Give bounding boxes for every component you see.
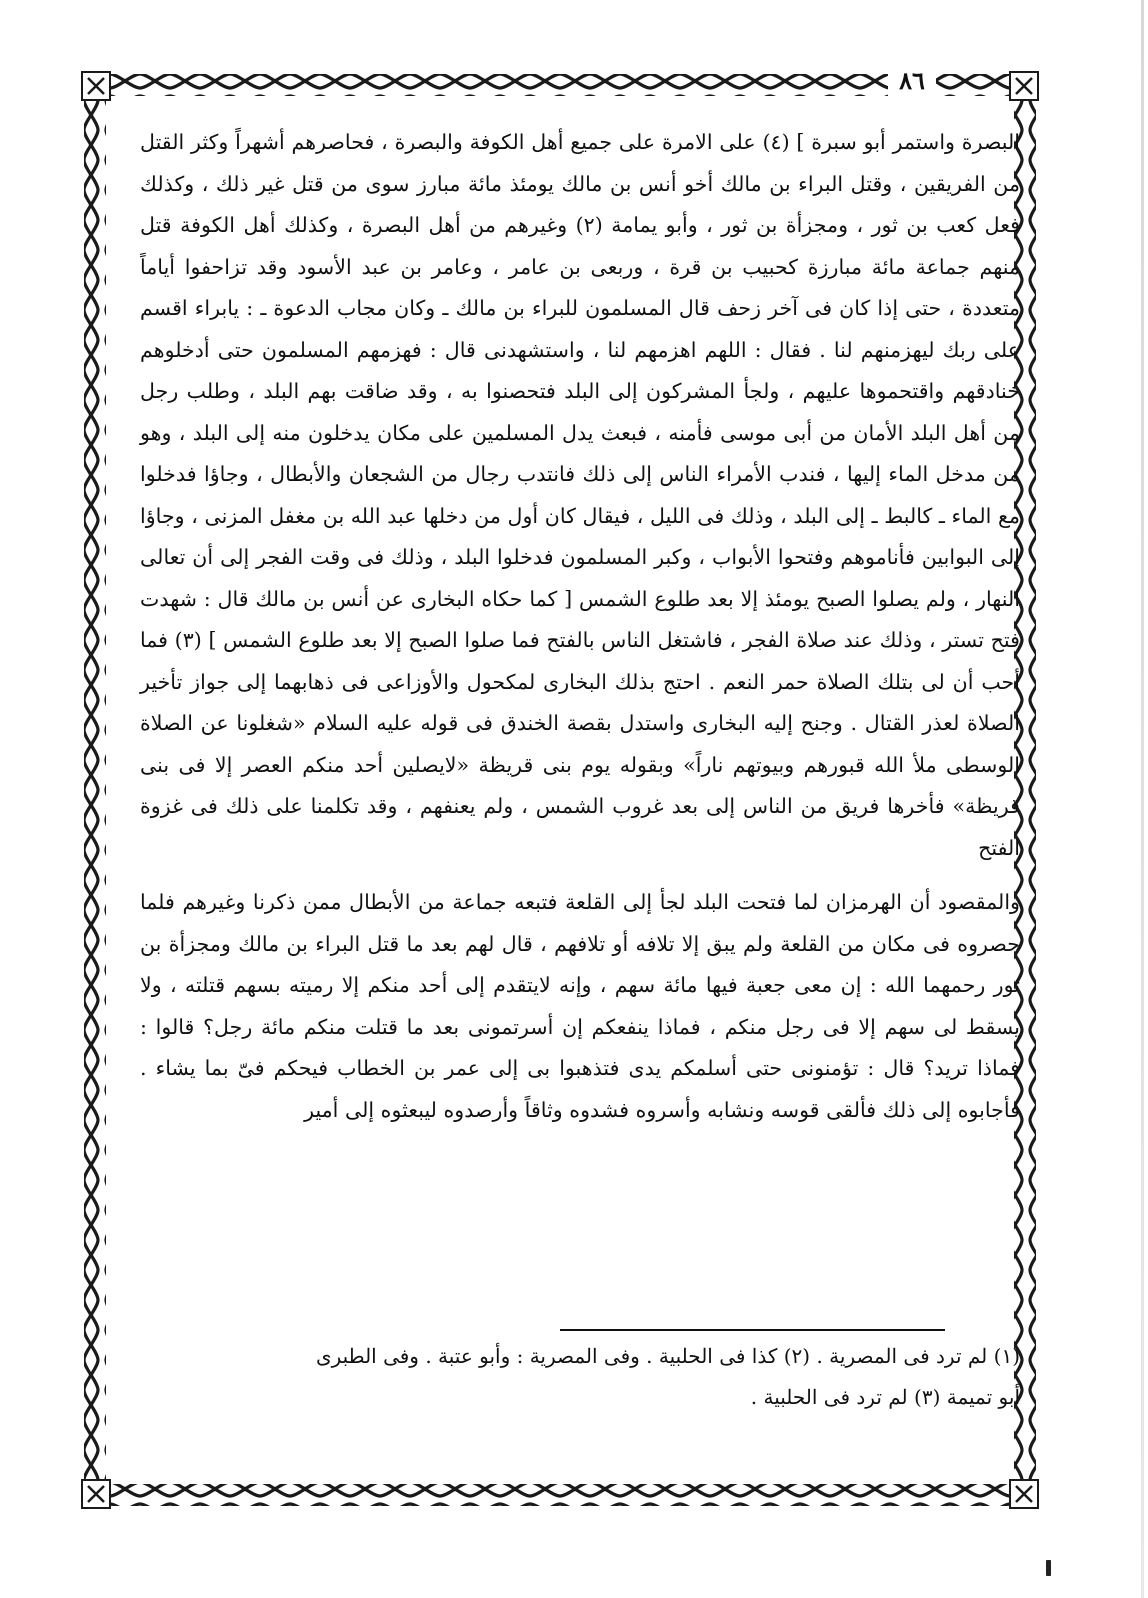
page-edge-mark bbox=[1046, 1560, 1051, 1576]
footnote-line-1: (١) لم ترد فى المصرية . (٢) كذا فى الحلبية . وفى المصرية : وأبو عتبة . وفى الطبرى bbox=[315, 1344, 1020, 1368]
main-text-block bbox=[140, 122, 1020, 1131]
body-paragraph-1: البصرة واستمر أبو سبرة ] (٤) على الامرة على جميع أهل الكوفة والبصرة ، فحاصرهم أشهراً وكثر القتل من الفريقين ، وقتل البراء بن مالك أخو أنس بن مالك يومئذ مائة مبارز سوى من قتل غير ذلك ، وكذلك فعل كعب بن ثور ، ومجزأة بن ثور ، وأبو يمامة (٢) وغيرهم من أهل البصرة ، وكذلك أهل الكوفة قتل منهم جماعة مائة مبارزة كحبيب بن قرة ، وربعى بن عامر ، وعامر بن عبد الأسود وقد تزاحفوا أياماً متعددة ، حتى إذا كان فى آخر زحف قال المسلمون للبراء بن مالك ـ وكان مجاب الدعوة ـ : يابراء اقسم على ربك ليهزمنهم لنا . فقال : اللهم اهزمهم لنا ، واستشهدنى قال : فهزمهم المسلمون حتى أدخلوهم خنادقهم واقتحموها عليهم ، ولجأ المشركون إلى البلد فتحصنوا به ، وقد ضاقت بهم البلد ، وطلب رجل من أهل البلد الأمان من أبى موسى فأمنه ، فبعث يدل المسلمين على مكان يدخلون منه إلى البلد ، وهو من مدخل الماء إليها ، فندب الأمراء الناس إلى ذلك فانتدب رجال من الشجعان والأبطال ، وجاؤا فدخلوا مع الماء ـ كالبط ـ إلى البلد ، وذلك فى الليل ، فيقال كان أول من دخلها عبد الله بن مغفل المزنى ، وجاؤا إلى البوابين فأناموهم وفتحوا الأبواب ، وكبر المسلمون فدخلوا البلد ، وذلك فى وقت الفجر إلى أن تعالى النهار ، ولم يصلوا الصبح يومئذ إلا بعد طلوع الشمس [ كما حكاه البخارى عن أنس بن مالك قال : شهدت فتح تستر ، وذلك عند صلاة الفجر ، فاشتغل الناس بالفتح فما صلوا الصبح إلا بعد طلوع الشمس ] (٣) فما أحب أن لى بتلك الصلاة حمر النعم . احتج بذلك البخارى لمكحول والأوزاعى فى ذهابهما إلى جواز تأخير الصلاة لعذر القتال . وجنح إليه البخارى واستدل بقصة الخندق فى قوله عليه السلام «شغلونا عن الصلاة الوسطى ملأ الله قبورهم وبيوتهم ناراً» وبقوله يوم بنى قريظة «لايصلين أحد منكم العصر إلا فى بنى قريظة» فأخرها فريق من الناس إلى بعد غروب الشمس ، ولم يعنفهم ، وقد تكلمنا على ذلك فى غزوة الفتح bbox=[140, 130, 1021, 860]
footnotes-block bbox=[140, 1336, 1020, 1418]
page-number: ٨٦ bbox=[888, 64, 936, 98]
footnote-line-2: أبو تميمة (٣) لم ترد فى الحلبية . bbox=[750, 1385, 1020, 1409]
body-paragraph-2: والمقصود أن الهرمزان لما فتحت البلد لجأ إلى القلعة فتبعه جماعة من الأبطال ممن ذكرنا وغيرهم فلما حصروه فى مكان من القلعة ولم يبق إلا تلافه أو تلافهم ، قال لهم بعد ما قتل البراء بن مالك ومجزأة بن ثور رحمهما الله : إن معى جعبة فيها مائة سهم ، وإنه لايتقدم إلى أحد منكم إلا رميته بسهم قتلته ، ولا يسقط لى سهم إلا فى رجل منكم ، فماذا ينفعكم إن أسرتمونى بعد ما قتلت منكم مائة رجل؟ قالوا : فماذا تريد؟ قال : تؤمنونى حتى أسلمكم يدى فتذهبوا بى إلى عمر بن الخطاب فيحكم فىّ بما يشاء . فأجابوه إلى ذلك فألقى قوسه ونشابه وأسروه فشدوه وثاقاً وأرصدوه ليبعثوه إلى أمير bbox=[140, 890, 1020, 1122]
page-edge-shadow bbox=[1141, 0, 1144, 1598]
footnote-separator-rule bbox=[560, 1329, 945, 1331]
